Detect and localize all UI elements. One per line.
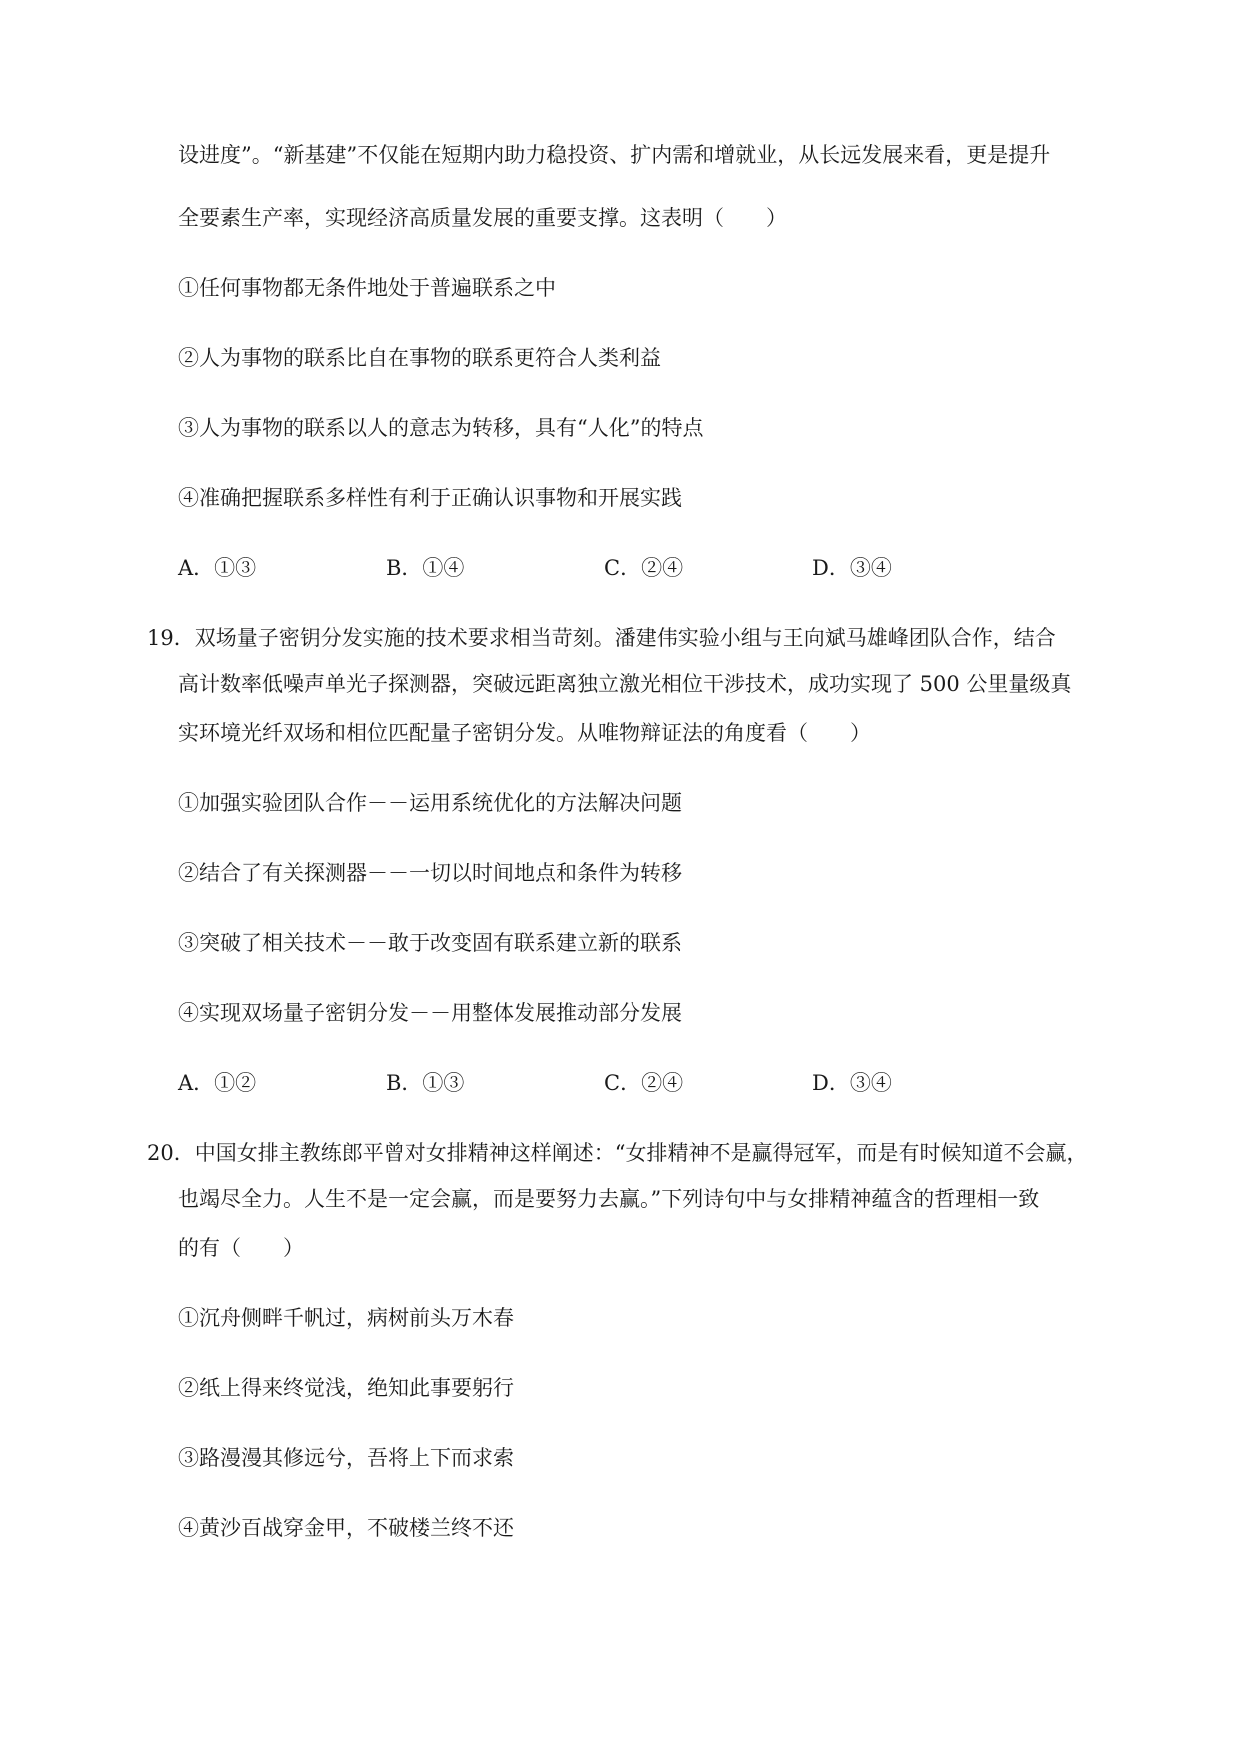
q20-option-1: ①沉舟侧畔千帆过，病树前头万木春 bbox=[178, 1306, 514, 1330]
q20-stem-line-3: 的有（ ） bbox=[178, 1236, 304, 1260]
q19-choice-d: D．③④ bbox=[812, 1071, 892, 1095]
q20-stem-line-1: 20．中国女排主教练郎平曾对女排精神这样阐述：“女排精神不是赢得冠军，而是有时候知道不会赢， bbox=[147, 1141, 1088, 1165]
q19-option-2: ②结合了有关探测器－－一切以时间地点和条件为转移 bbox=[178, 861, 682, 885]
q18-option-4: ④准确把握联系多样性有利于正确认识事物和开展实践 bbox=[178, 486, 682, 510]
q20-option-3: ③路漫漫其修远兮，吾将上下而求索 bbox=[178, 1446, 514, 1470]
q18-stem-line-2: 全要素生产率，实现经济高质量发展的重要支撑。这表明（ ） bbox=[178, 206, 787, 230]
q18-option-1: ①任何事物都无条件地处于普遍联系之中 bbox=[178, 276, 556, 300]
q19-choice-a: A．①② bbox=[178, 1071, 257, 1095]
q20-option-4: ④黄沙百战穿金甲，不破楼兰终不还 bbox=[178, 1516, 514, 1540]
q19-stem-line-3: 实环境光纤双场和相位匹配量子密钥分发。从唯物辩证法的角度看（ ） bbox=[178, 721, 871, 745]
q19-stem-line-1: 19．双场量子密钥分发实施的技术要求相当苛刻。潘建伟实验小组与王向斌马雄峰团队合作，结合 bbox=[147, 626, 1056, 650]
q20-option-2: ②纸上得来终觉浅，绝知此事要躬行 bbox=[178, 1376, 514, 1400]
q18-option-3: ③人为事物的联系以人的意志为转移，具有“人化”的特点 bbox=[178, 416, 704, 440]
q19-choice-c: C．②④ bbox=[604, 1071, 684, 1095]
q18-choice-b: B．①④ bbox=[386, 556, 465, 580]
q19-option-1: ①加强实验团队合作－－运用系统优化的方法解决问题 bbox=[178, 791, 682, 815]
q19-option-4: ④实现双场量子密钥分发－－用整体发展推动部分发展 bbox=[178, 1001, 682, 1025]
q20-stem-line-2: 也竭尽全力。人生不是一定会赢，而是要努力去赢。”下列诗句中与女排精神蕴含的哲理相一致 bbox=[178, 1187, 1040, 1211]
q19-stem-line-2: 高计数率低噪声单光子探测器，突破远距离独立激光相位干涉技术，成功实现了 500 公里量级真 bbox=[178, 672, 1072, 696]
q19-choice-b: B．①③ bbox=[386, 1071, 465, 1095]
q18-choices bbox=[0, 553, 1241, 583]
q18-choice-a: A．①③ bbox=[178, 556, 257, 580]
q18-choice-d: D．③④ bbox=[812, 556, 892, 580]
q19-option-3: ③突破了相关技术－－敢于改变固有联系建立新的联系 bbox=[178, 931, 682, 955]
q18-stem-line-1: 设进度”。“新基建”不仅能在短期内助力稳投资、扩内需和增就业，从长远发展来看，更是提升 bbox=[178, 143, 1051, 167]
q18-choice-c: C．②④ bbox=[604, 556, 684, 580]
q19-choices bbox=[0, 1068, 1241, 1098]
q18-option-2: ②人为事物的联系比自在事物的联系更符合人类利益 bbox=[178, 346, 661, 370]
